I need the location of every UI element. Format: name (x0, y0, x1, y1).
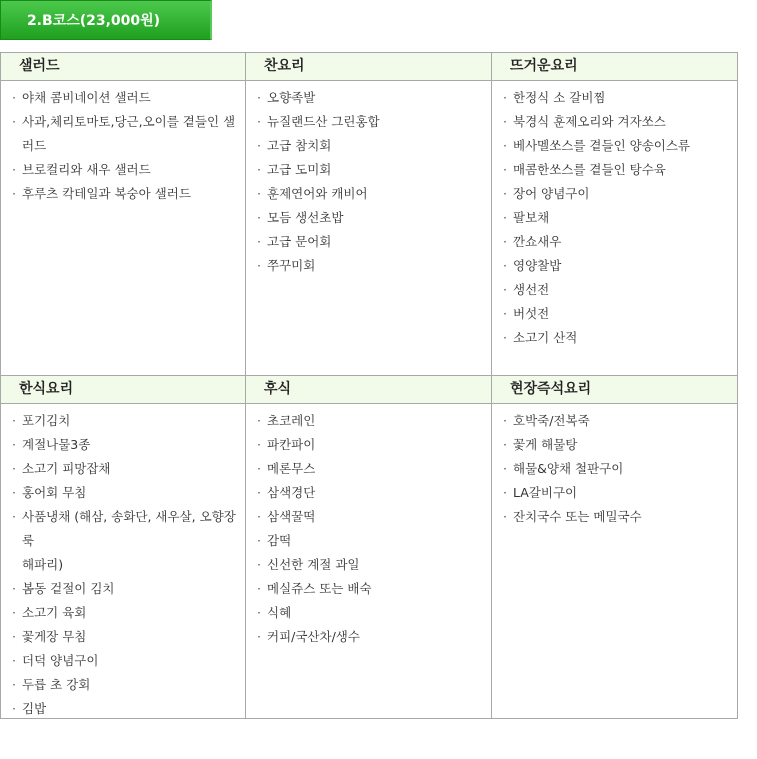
menu-table (0, 52, 738, 719)
menu-item: · 팔보채 (504, 206, 737, 230)
menu-item: · 모듬 생선초밥 (258, 206, 491, 230)
menu-item: · 잔치국수 또는 메밀국수 (504, 505, 737, 529)
menu-item: · 김밥 (13, 697, 245, 721)
menu-item: · 파칸파이 (258, 433, 491, 457)
menu-item: · 식혜 (258, 601, 491, 625)
menu-item: · 한정식 소 갈비찜 (504, 86, 737, 110)
menu-item: · 소고기 피망잡채 (13, 457, 245, 481)
section-items (246, 81, 491, 278)
section-items (492, 404, 737, 529)
menu-section-dessert (246, 376, 492, 718)
menu-item: · 홍어회 무침 (13, 481, 245, 505)
section-title: 뜨거운요리 (492, 53, 737, 81)
section-items (1, 404, 245, 721)
menu-section-live-station (492, 376, 737, 718)
menu-item: · 고급 도미회 (258, 158, 491, 182)
menu-item: · 삼색꿀떡 (258, 505, 491, 529)
menu-item: · 계절나물3종 (13, 433, 245, 457)
menu-item: · 포기김치 (13, 409, 245, 433)
course-title: 2.B코스(23,000원) (26, 13, 161, 29)
menu-item: · 더덕 양념구이 (13, 649, 245, 673)
menu-item: · 고급 참치회 (258, 134, 491, 158)
menu-item: · 깐쇼새우 (504, 230, 737, 254)
menu-item: · 브로컬리와 새우 샐러드 (13, 158, 245, 182)
section-title: 찬요리 (246, 53, 491, 81)
menu-item: · 메론무스 (258, 457, 491, 481)
menu-item: · 커피/국산차/생수 (258, 625, 491, 649)
menu-item: · 오향족발 (258, 86, 491, 110)
menu-item: · 베사멜쏘스를 곁들인 양송이스류 (504, 134, 737, 158)
menu-item: · 호박죽/전복죽 (504, 409, 737, 433)
menu-item: · 뉴질랜드산 그린홍합 (258, 110, 491, 134)
section-title: 샐러드 (1, 53, 245, 81)
menu-item: · 생선전 (504, 278, 737, 302)
menu-item: · 영양찰밥 (504, 254, 737, 278)
menu-item: · 버섯전 (504, 302, 737, 326)
menu-item: · 야채 콤비네이션 샐러드 (13, 86, 245, 110)
section-items (492, 81, 737, 350)
menu-section-cold-dishes (246, 53, 492, 376)
section-title: 후식 (246, 376, 491, 404)
menu-item: · 사품냉채 (해삼, 송화단, 새우살, 오향장룩 해파리) (13, 505, 245, 577)
section-title: 현장즉석요리 (492, 376, 737, 404)
section-items (246, 404, 491, 649)
menu-section-hot-dishes (492, 53, 737, 376)
menu-section-salad (1, 53, 246, 376)
menu-item: · 감떡 (258, 529, 491, 553)
menu-item: · 소고기 산적 (504, 326, 737, 350)
menu-item: · 후루츠 칵테일과 복숭아 샐러드 (13, 182, 245, 206)
menu-item: · 고급 문어회 (258, 230, 491, 254)
menu-item: · 소고기 육회 (13, 601, 245, 625)
menu-item: · 해물&양채 철판구이 (504, 457, 737, 481)
menu-section-korean-dishes (1, 376, 246, 718)
menu-item: · 초코레인 (258, 409, 491, 433)
menu-item: · 장어 양념구이 (504, 182, 737, 206)
menu-item: · 봄동 겉절이 김치 (13, 577, 245, 601)
menu-item: · 꽃게 해물탕 (504, 433, 737, 457)
menu-item: · 쭈꾸미회 (258, 254, 491, 278)
menu-item: · 두릅 초 강회 (13, 673, 245, 697)
menu-item: · 꽃게장 무침 (13, 625, 245, 649)
menu-item: · 북경식 훈제오리와 겨자쏘스 (504, 110, 737, 134)
menu-item: · 사과,체리토마토,당근,오이를 곁들인 샐러드 (13, 110, 245, 158)
menu-item: · 신선한 계절 과일 (258, 553, 491, 577)
menu-item: · 삼색경단 (258, 481, 491, 505)
menu-item: · 매콤한쏘스를 곁들인 탕수육 (504, 158, 737, 182)
menu-item: · 메실쥬스 또는 배숙 (258, 577, 491, 601)
section-title: 한식요리 (1, 376, 245, 404)
course-title-tab (0, 0, 212, 40)
menu-item: · LA갈비구이 (504, 481, 737, 505)
section-items (1, 81, 245, 206)
menu-item: · 훈제연어와 캐비어 (258, 182, 491, 206)
